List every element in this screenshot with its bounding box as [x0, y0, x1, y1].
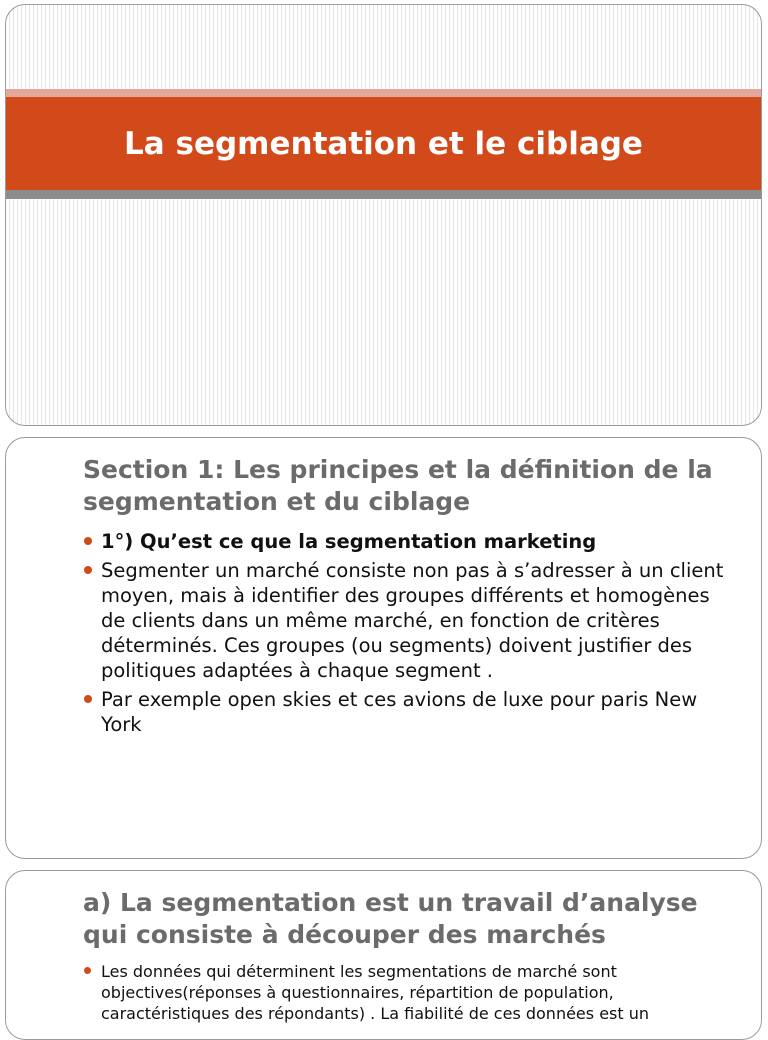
- title-band: [6, 97, 761, 190]
- bullet-text: Les données qui déterminent les segmentations de marché sont objectives(réponses à questionnaires, répartition de population, caractéristiques des répondants) . La fiabilité de ces données est un: [101, 962, 650, 1023]
- bullet-list: [83, 529, 733, 741]
- bullet-text: Par exemple open skies et ces avions de luxe pour paris New York: [101, 688, 698, 736]
- bullet-dot-icon: [84, 537, 92, 545]
- bullet-list: [83, 961, 733, 1024]
- bullet-item: [83, 558, 733, 683]
- bullet-dot-icon: [84, 695, 92, 703]
- bullet-dot-icon: [84, 967, 91, 974]
- bullet-item: [83, 687, 733, 737]
- section-1-slide: [5, 437, 762, 859]
- slide-title: La segmentation et le ciblage: [124, 125, 643, 162]
- bullet-text: Segmenter un marché consiste non pas à s’adresser à un client moyen, mais à identifier des groupes différents et homogènes de clients dans un même marché, en fonction de critères déterminés. Ces groupes (ou segments) doivent justifier des politiques adaptées à chaque segment .: [101, 559, 724, 682]
- section-heading: a) La segmentation est un travail d’analyse qui consiste à découper des marchés: [83, 888, 698, 949]
- title-band-bottom-line: [6, 190, 761, 199]
- bullet-item: [83, 529, 733, 554]
- bullet-dot-icon: [84, 566, 92, 574]
- bullet-item: [83, 961, 733, 1024]
- segmentation-analysis-slide: [5, 870, 762, 1040]
- title-slide: [5, 4, 762, 426]
- section-heading: Section 1: Les principes et la définition de la segmentation et du ciblage: [83, 455, 713, 516]
- title-band-top-line: [6, 89, 761, 97]
- bullet-text: 1°) Qu’est ce que la segmentation marketing: [101, 530, 597, 553]
